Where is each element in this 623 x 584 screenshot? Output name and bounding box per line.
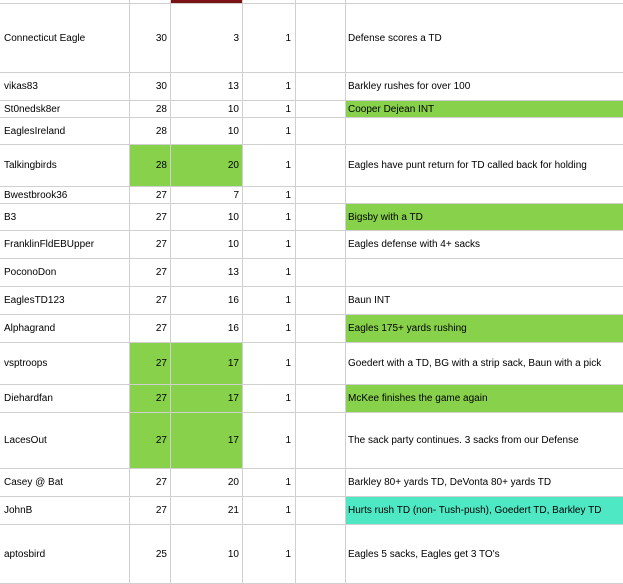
score-b-cell[interactable]: 10 [227,211,239,223]
prediction-note-cell[interactable]: Bigsby with a TD [346,204,623,230]
table-row [0,385,623,413]
score-a-cell[interactable]: 30 [155,33,167,44]
table-row [0,525,623,584]
count-cell[interactable]: 1 [285,81,291,92]
empty-cell[interactable] [296,315,345,342]
count-cell[interactable]: 1 [285,295,291,306]
empty-cell[interactable] [296,204,345,230]
player-name-cell[interactable]: JohnB [4,505,33,516]
score-b-cell[interactable]: 21 [227,505,239,516]
score-a-cell[interactable]: 27 [155,477,167,488]
player-name-cell[interactable]: St0nedsk8er [4,103,61,115]
empty-cell[interactable] [296,73,345,100]
empty-cell[interactable] [296,231,345,258]
count-cell[interactable]: 1 [285,393,291,404]
count-cell[interactable]: 1 [285,239,291,250]
count-cell[interactable]: 1 [285,267,291,278]
score-a-cell[interactable]: 27 [155,239,167,250]
player-name-cell[interactable]: EaglesTD123 [4,295,65,306]
score-b-cell[interactable]: 16 [227,323,239,334]
score-b-cell[interactable]: 17 [171,385,242,412]
prediction-note-cell[interactable] [346,118,623,144]
score-b-cell[interactable]: 16 [227,295,239,306]
score-b-cell[interactable]: 10 [227,548,239,560]
score-a-cell[interactable]: 27 [130,385,170,412]
player-name-cell[interactable]: EaglesIreland [4,125,66,137]
score-a-cell[interactable]: 28 [155,103,167,115]
score-b-cell[interactable]: 10 [227,239,239,250]
table-row [0,101,623,118]
prediction-note-cell[interactable]: Eagles 175+ yards rushing [346,315,623,342]
table-row [0,204,623,231]
prediction-note-cell[interactable]: McKee finishes the game again [346,385,623,412]
count-cell[interactable]: 1 [285,211,291,223]
empty-cell[interactable] [296,385,345,412]
selected-column-header-marker [171,0,242,3]
score-a-cell[interactable]: 27 [155,189,167,201]
score-a-cell[interactable]: 27 [155,211,167,223]
grid-line [345,0,346,584]
player-name-cell[interactable]: vikas83 [4,81,38,92]
player-name-cell[interactable]: LacesOut [4,435,47,446]
table-row [0,315,623,343]
score-a-cell[interactable]: 30 [155,81,167,92]
empty-cell[interactable] [296,525,345,583]
empty-cell[interactable] [296,413,345,468]
table-row [0,287,623,315]
score-b-cell[interactable]: 20 [227,477,239,488]
score-a-cell[interactable]: 28 [130,145,170,186]
table-row [0,259,623,287]
prediction-note-cell[interactable] [346,187,623,203]
score-a-cell[interactable]: 27 [155,295,167,306]
table-row [0,343,623,385]
grid-line [170,0,171,584]
player-name-cell[interactable]: Bwestbrook36 [4,189,68,201]
player-name-cell[interactable]: Casey @ Bat [4,477,64,488]
count-cell[interactable]: 1 [285,103,291,115]
empty-cell[interactable] [296,5,345,72]
count-cell[interactable]: 1 [285,189,291,201]
score-b-cell[interactable]: 13 [227,267,239,278]
player-name-cell[interactable]: Talkingbirds [4,160,57,171]
empty-cell[interactable] [296,118,345,144]
empty-cell[interactable] [296,469,345,496]
player-name-cell[interactable]: Connecticut Eagle [4,33,86,44]
prediction-note-cell[interactable]: The sack party continues. 3 sacks from our Defense [348,435,579,446]
prediction-note-cell[interactable]: Eagles have punt return for TD called back for holding [348,160,587,171]
empty-cell[interactable] [296,497,345,524]
empty-cell[interactable] [296,145,345,186]
empty-cell[interactable] [296,101,345,117]
prediction-note-cell[interactable]: Barkley rushes for over 100 [348,81,471,92]
prediction-note-cell[interactable]: Goedert with a TD, BG with a strip sack, Baun with a pick [348,358,602,369]
prediction-note-cell[interactable] [346,259,623,286]
grid-line [242,0,243,584]
empty-cell[interactable] [296,343,345,384]
grid-line [295,0,296,584]
player-name-cell[interactable]: Diehardfan [4,393,53,404]
count-cell[interactable]: 1 [285,505,291,516]
score-a-cell[interactable]: 27 [130,343,170,384]
score-a-cell[interactable]: 28 [155,125,167,137]
player-name-cell[interactable]: PoconoDon [4,267,57,278]
table-row [0,118,623,145]
score-a-cell[interactable]: 27 [155,267,167,278]
prediction-note-cell[interactable]: Defense scores a TD [348,33,442,44]
table-row [0,187,623,204]
score-b-cell[interactable]: 10 [227,125,239,137]
grid-line [129,0,130,584]
prediction-note-cell[interactable]: Hurts rush TD (non- Tush-push), Goedert TD, Barkley TD [346,497,623,524]
score-b-cell[interactable]: 3 [233,33,239,44]
table-row [0,73,623,101]
count-cell[interactable]: 1 [285,548,291,560]
prediction-note-cell[interactable]: Cooper Dejean INT [346,101,623,117]
table-row [0,413,623,469]
score-b-cell[interactable]: 20 [171,145,242,186]
empty-cell[interactable] [296,187,345,203]
header-row-partial [0,0,623,4]
empty-cell[interactable] [296,259,345,286]
score-b-cell[interactable]: 13 [227,81,239,92]
table-row [0,231,623,259]
count-cell[interactable]: 1 [285,323,291,334]
count-cell[interactable]: 1 [285,358,291,369]
score-a-cell[interactable]: 27 [155,505,167,516]
score-b-cell[interactable]: 7 [233,189,239,201]
count-cell[interactable]: 1 [285,435,291,446]
score-b-cell[interactable]: 17 [171,343,242,384]
player-name-cell[interactable]: B3 [4,211,17,223]
table-row [0,469,623,497]
prediction-note-cell[interactable]: Eagles defense with 4+ sacks [348,239,481,250]
count-cell[interactable]: 1 [285,125,291,137]
score-a-cell[interactable]: 25 [155,548,167,560]
table-row [0,497,623,525]
score-b-cell[interactable]: 17 [171,413,242,468]
empty-cell[interactable] [296,287,345,314]
table-row [0,145,623,187]
prediction-note-cell[interactable]: Eagles 5 sacks, Eagles get 3 TO's [348,548,500,560]
score-b-cell[interactable]: 10 [227,103,239,115]
count-cell[interactable]: 1 [285,477,291,488]
prediction-note-cell[interactable]: Barkley 80+ yards TD, DeVonta 80+ yards TD [348,477,552,488]
player-name-cell[interactable]: vsptroops [4,358,48,369]
player-name-cell[interactable]: FranklinFldEBUpper [4,239,95,250]
player-name-cell[interactable]: aptosbird [4,548,46,560]
count-cell[interactable]: 1 [285,33,291,44]
player-name-cell[interactable]: Alphagrand [4,323,56,334]
score-a-cell[interactable]: 27 [130,413,170,468]
prediction-note-cell[interactable]: Baun INT [348,295,391,306]
count-cell[interactable]: 1 [285,160,291,171]
score-a-cell[interactable]: 27 [155,323,167,334]
table-row [0,5,623,73]
